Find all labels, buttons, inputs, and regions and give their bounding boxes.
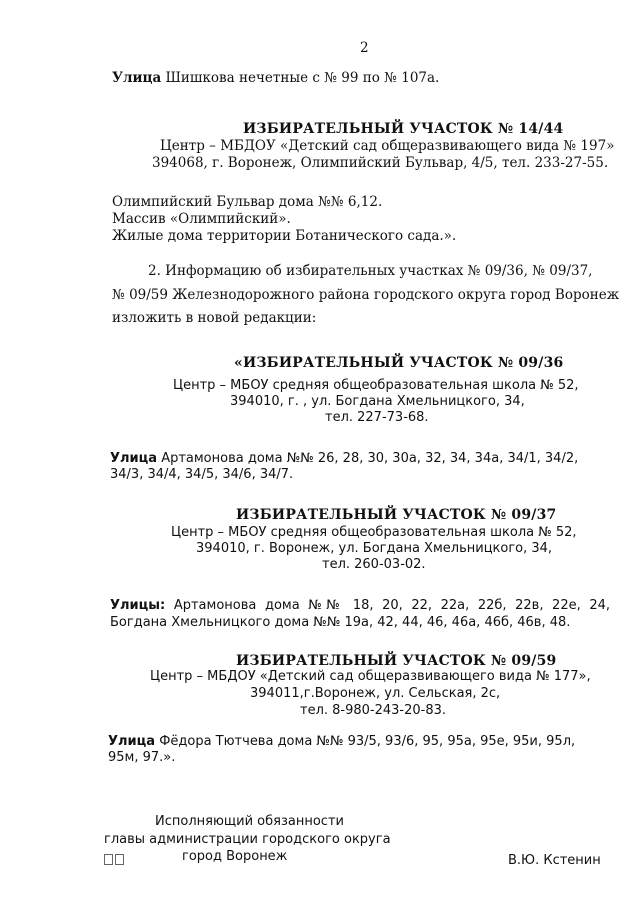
street-label: Улица bbox=[108, 734, 156, 749]
page-number: 2 bbox=[360, 40, 369, 56]
section-line-1: Олимпийский Бульвар дома №№ 6,12. bbox=[112, 194, 383, 210]
section-phone-09-59: тел. 8-980-243-20-83. bbox=[300, 703, 447, 718]
section-address-09-36: 394010, г. , ул. Богдана Хмельницкого, 34, bbox=[230, 394, 525, 409]
signature-marks bbox=[104, 849, 126, 868]
street-text: Шишкова нечетные с № 99 по № 107а. bbox=[161, 70, 440, 86]
section-line-2: Массив «Олимпийский». bbox=[112, 211, 291, 227]
section-phone-09-37: тел. 260-03-02. bbox=[322, 557, 426, 572]
signature-line1: Исполняющий обязанности bbox=[155, 814, 344, 829]
item2-line1: 2. Информацию об избирательных участках № 09/36, № 09/37, bbox=[148, 263, 593, 279]
section-center-09-37: Центр – МБОУ средняя общеобразовательная школа № 52, bbox=[171, 525, 577, 540]
section-center-14-44: Центр – МБДОУ «Детский сад общеразвивающего вида № 197» bbox=[160, 138, 615, 154]
section-address-09-37: 394010, г. Воронеж, ул. Богдана Хмельницкого, 34, bbox=[196, 541, 553, 556]
placeholder-box-icon bbox=[104, 854, 113, 865]
signatory-name: В.Ю. Кстенин bbox=[508, 853, 601, 868]
street-line-09-37-1 bbox=[110, 597, 610, 614]
section-center-09-36: Центр – МБОУ средняя общеобразовательная школа № 52, bbox=[173, 378, 579, 393]
item2-line3: изложить в новой редакции: bbox=[112, 310, 317, 326]
street-line-09-36-2: 34/3, 34/4, 34/5, 34/6, 34/7. bbox=[110, 467, 294, 482]
street-line-09-37-2: Богдана Хмельницкого дома №№ 19а, 42, 44, 46, 46а, 46б, 46в, 48. bbox=[110, 615, 571, 630]
street-label: Улицы: bbox=[110, 598, 166, 613]
signature-line2: главы администрации городского округа bbox=[104, 832, 391, 847]
item2-line2: № 09/59 Железнодорожного района городского округа город Воронеж bbox=[112, 287, 620, 303]
intro-street-line bbox=[112, 70, 439, 87]
signature-line3: город Воронеж bbox=[182, 849, 288, 864]
section-line-3: Жилые дома территории Ботанического сада.». bbox=[112, 228, 457, 244]
section-heading-14-44: ИЗБИРАТЕЛЬНЫЙ УЧАСТОК № 14/44 bbox=[243, 121, 564, 137]
street-line-09-59-2: 95м, 97.». bbox=[108, 750, 176, 765]
street-text: Артамонова дома №№ 26, 28, 30, 30а, 32, 34, 34а, 34/1, 34/2, bbox=[157, 451, 579, 466]
section-address-14-44: 394068, г. Воронеж, Олимпийский Бульвар, 4/5, тел. 233-27-55. bbox=[152, 155, 609, 171]
section-heading-09-37: ИЗБИРАТЕЛЬНЫЙ УЧАСТОК № 09/37 bbox=[236, 507, 557, 523]
street-text: Фёдора Тютчева дома №№ 93/5, 93/6, 95, 95а, 95е, 95и, 95л, bbox=[155, 734, 576, 749]
section-center-09-59: Центр – МБДОУ «Детский сад общеразвивающего вида № 177», bbox=[150, 669, 591, 684]
street-label: Улица bbox=[112, 70, 162, 86]
street-text: Артамонова дома №№ 18, 20, 22, 22а, 22б, 22в, 22е, 24, bbox=[165, 598, 610, 613]
placeholder-box-icon bbox=[115, 854, 124, 865]
section-phone-09-36: тел. 227-73-68. bbox=[325, 410, 429, 425]
section-address-09-59: 394011,г.Воронеж, ул. Сельская, 2с, bbox=[250, 686, 501, 701]
street-line-09-36-1 bbox=[110, 450, 578, 467]
section-heading-09-36: «ИЗБИРАТЕЛЬНЫЙ УЧАСТОК № 09/36 bbox=[234, 355, 564, 371]
street-line-09-59-1 bbox=[108, 733, 575, 750]
section-heading-09-59: ИЗБИРАТЕЛЬНЫЙ УЧАСТОК № 09/59 bbox=[236, 653, 557, 669]
street-label: Улица bbox=[110, 451, 158, 466]
